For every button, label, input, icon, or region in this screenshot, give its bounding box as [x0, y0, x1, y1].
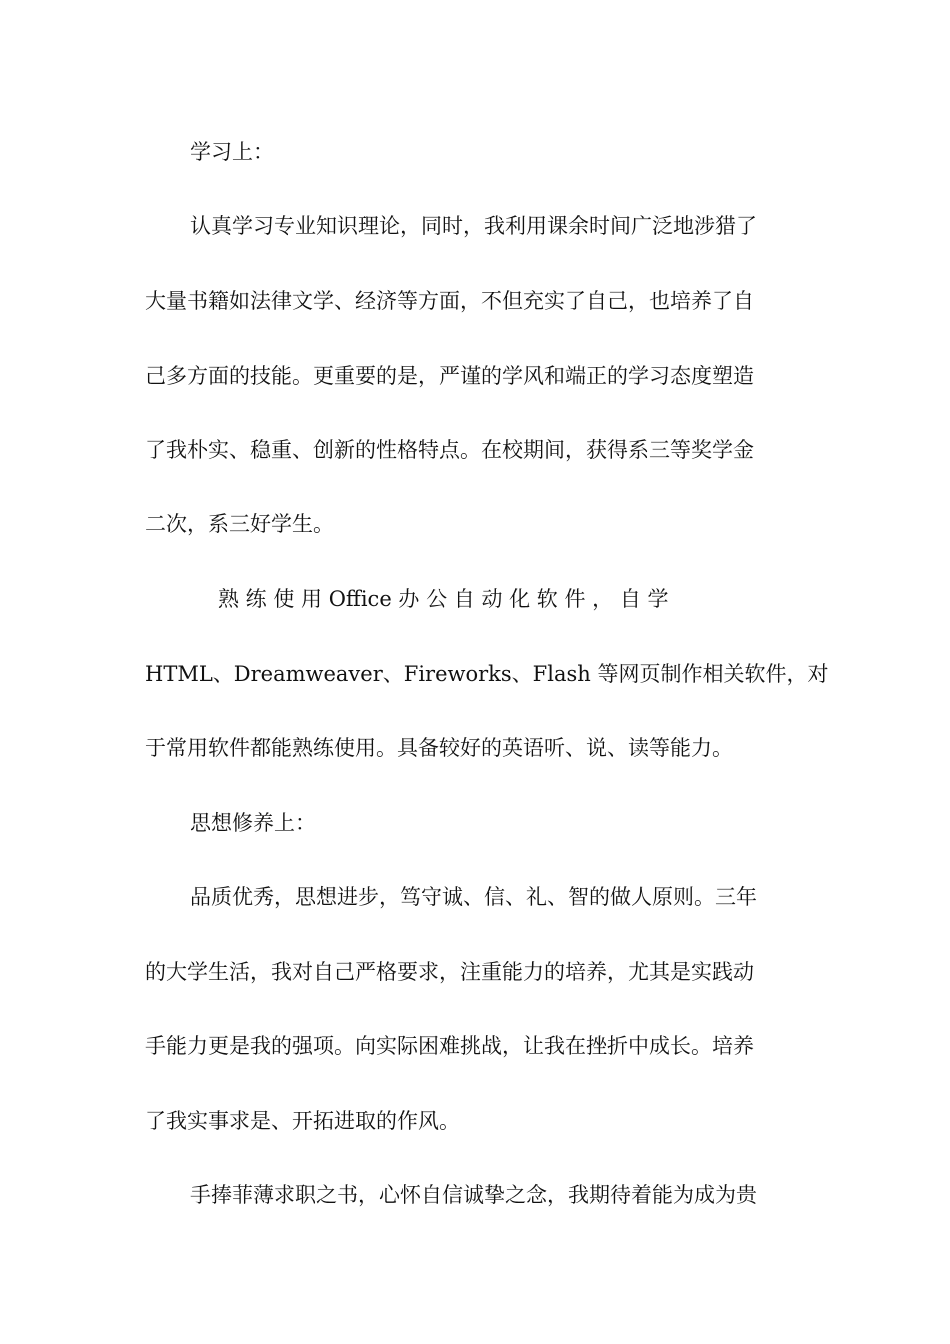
paragraph-line: HTML、Dreamweaver、Fireworks、Flash 等网页制作相关软件，对 [145, 662, 829, 686]
paragraph-line: 的大学生活，我对自己严格要求，注重能力的培养，尤其是实践动 [145, 960, 754, 984]
paragraph-line: 品质优秀，思想进步，笃守诚、信、礼、智的做人原则。三年 [190, 885, 757, 909]
paragraph-line: 了我朴实、稳重、创新的性格特点。在校期间，获得系三等奖学金 [145, 438, 754, 462]
paragraph-line: 手能力更是我的强项。向实际困难挑战，让我在挫折中成长。培养 [145, 1034, 754, 1058]
paragraph-line: 二次，系三好学生。 [145, 512, 334, 536]
paragraph-line: 熟 练 使 用 Office 办 公 自 动 化 软 件 ， 自 学 [218, 587, 669, 611]
paragraph-line: 于常用软件都能熟练使用。具备较好的英语听、说、读等能力。 [145, 736, 733, 760]
heading-study: 学习上： [190, 140, 274, 164]
paragraph-line: 了我实事求是、开拓进取的作风。 [145, 1109, 460, 1133]
heading-ideology: 思想修养上： [190, 811, 316, 835]
paragraph-line: 己多方面的技能。更重要的是，严谨的学风和端正的学习态度塑造 [145, 364, 754, 388]
paragraph-line: 认真学习专业知识理论，同时，我利用课余时间广泛地涉猎了 [190, 214, 757, 238]
paragraph-line: 手捧菲薄求职之书，心怀自信诚挚之念，我期待着能为成为贵 [190, 1183, 757, 1207]
paragraph-line: 大量书籍如法律文学、经济等方面，不但充实了自己，也培养了自 [145, 289, 754, 313]
